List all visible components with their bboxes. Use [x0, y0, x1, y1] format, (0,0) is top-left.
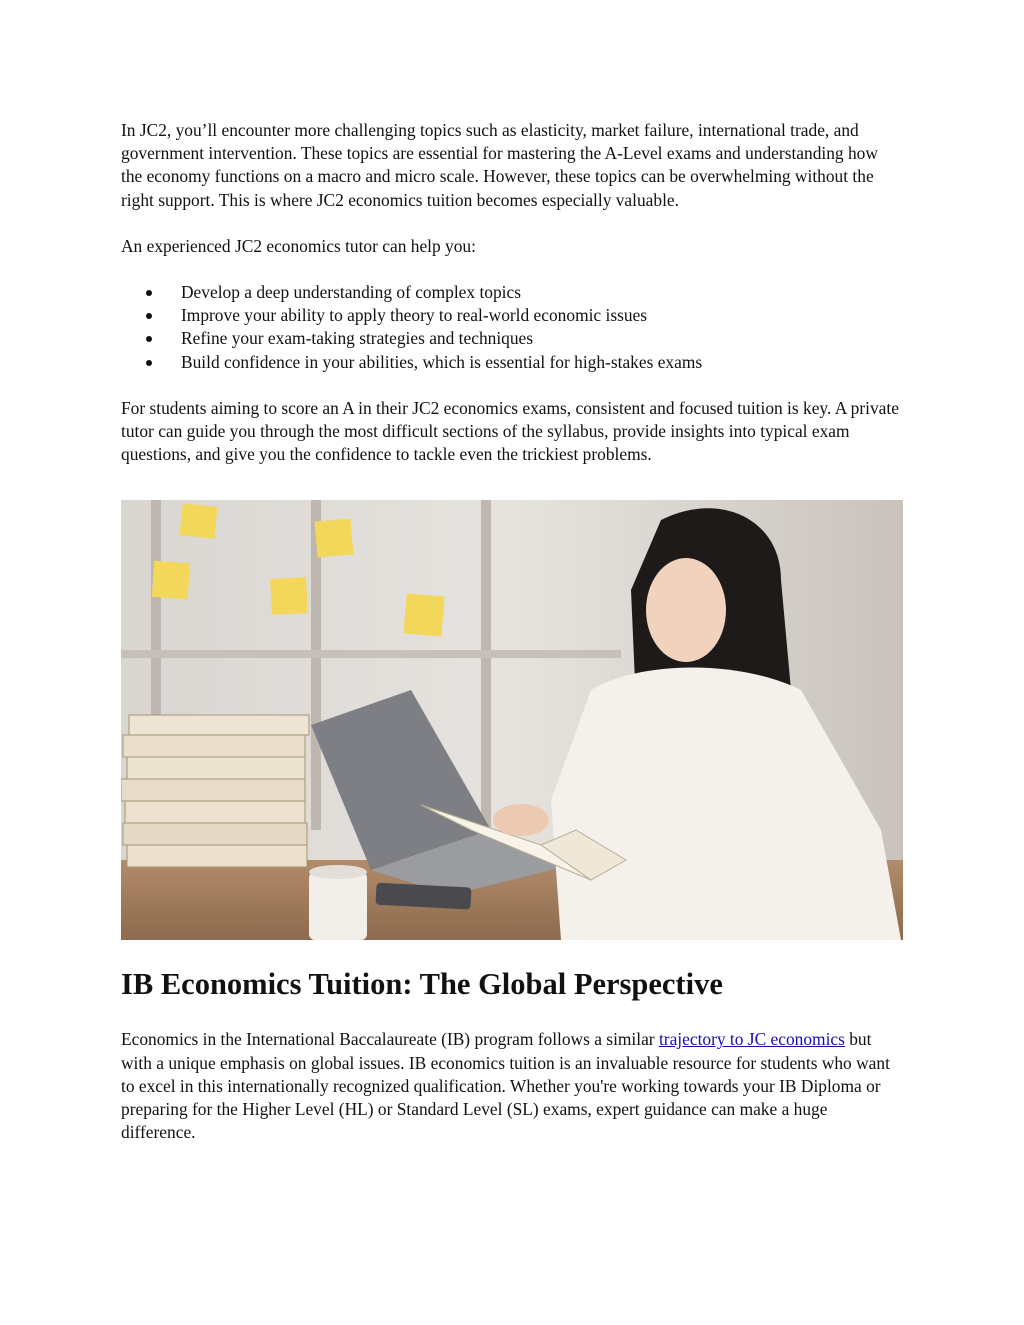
bullet-icon — [146, 336, 152, 342]
student-reading-photo — [121, 500, 903, 940]
list-item: Refine your exam-taking strategies and techniques — [181, 327, 901, 350]
intro-paragraph: In JC2, you’ll encounter more challenging topics such as elasticity, market failure, international trade, and government intervention. These topics are essential for mastering the A-Level exams and understanding how the economy functions on a macro and micro scale. However, these topics can be overwhelming without the right support. This is where JC2 economics tuition becomes especially valuable. — [121, 120, 878, 210]
tutor-lead-paragraph: An experienced JC2 economics tutor can help you: — [121, 235, 476, 256]
bullet-icon — [146, 313, 152, 319]
ib-section-heading: IB Economics Tuition: The Global Perspective — [121, 967, 723, 1002]
trajectory-link[interactable]: trajectory to JC economics — [658, 1029, 845, 1050]
ib-paragraph: Economics in the International Baccalaureate (IB) program follows a similar trajectory to JC economics but with a unique emphasis on global issues. IB economics tuition is an invaluable resource for students who want to excel in this internationally recognized qualification. Whether you're working towards your IB Diploma or preparing for the Higher Level (HL) or Standard Level (SL) exams, expert guidance can make a huge difference. — [121, 1029, 890, 1143]
list-item: Develop a deep understanding of complex topics — [181, 281, 901, 304]
list-item: Build confidence in your abilities, which is essential for high-stakes exams — [181, 351, 901, 374]
article-body — [121, 119, 901, 1144]
bullet-icon — [146, 290, 152, 296]
benefits-list — [121, 281, 901, 374]
closing-paragraph: For students aiming to score an A in their JC2 economics exams, consistent and focused tuition is key. A private tutor can guide you through the most difficult sections of the syllabus, provide insights into typical exam questions, and give you the confidence to tackle even the trickiest problems. — [121, 397, 899, 465]
bullet-icon — [146, 360, 152, 366]
list-item: Improve your ability to apply theory to real-world economic issues — [181, 304, 901, 327]
